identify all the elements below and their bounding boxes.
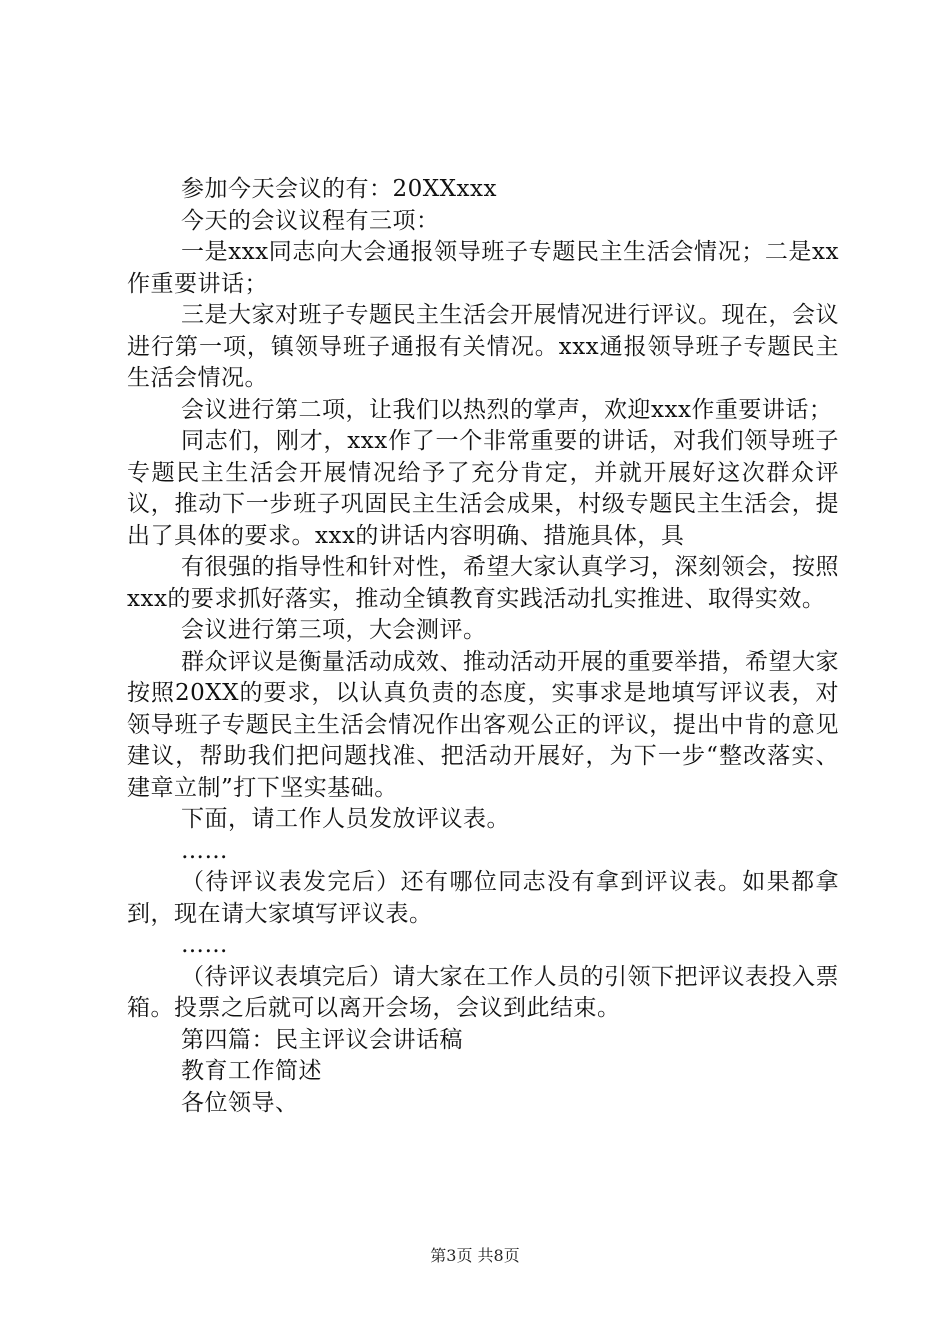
page-number-footer: 第3页 共8页 [430, 1246, 520, 1265]
paragraph-comrades: 同志们，刚才，xxx作了一个非常重要的讲话，对我们领导班子专题民主生活会开展情况给予了充分肯定，并就开展好这次群众评议，推动下一步班子巩固民主生活会成果，村级专题民主生活会，提出了具体的要求。xxx的讲话内容明确、措施具体，具 [127, 428, 839, 549]
paragraph-second-item: 会议进行第二项，让我们以热烈的掌声，欢迎xxx作重要讲话； [181, 396, 833, 423]
paragraph-attendees: 参加今天会议的有：20XXxxx [181, 176, 497, 202]
paragraph-ellipsis-1: …… [181, 837, 228, 864]
paragraph-after-distribution: （待评议表发完后）还有哪位同志没有拿到评议表。如果都拿到，现在请大家填写评议表。 [127, 869, 839, 927]
paragraph-distribute-forms: 下面，请工作人员发放评议表。 [181, 806, 510, 832]
paragraph-agenda-item-1-2: 一是xxx同志向大会通报领导班子专题民主生活会情况；二是xx作重要讲话； [127, 239, 839, 297]
paragraph-guidance: 有很强的指导性和针对性，希望大家认真学习，深刻领会，按照xxx的要求抓好落实，推动全镇教育实践活动扎实推进、取得实效。 [127, 554, 839, 612]
paragraph-education-summary: 教育工作简述 [181, 1058, 322, 1084]
paragraph-ellipsis-2: …… [181, 932, 228, 958]
paragraph-salutation: 各位领导、 [181, 1089, 299, 1116]
paragraph-after-filling: （待评议表填完后）请大家在工作人员的引领下把评议表投入票箱。投票之后就可以离开会场，会议到此结束。 [127, 963, 839, 1021]
paragraph-third-item: 会议进行第三项，大会测评。 [181, 617, 487, 643]
paragraph-section-heading: 第四篇：民主评议会讲话稿 [181, 1026, 463, 1053]
paragraph-public-review: 群众评议是衡量活动成效、推动活动开展的重要举措，希望大家按照20XX的要求，以认真负责的态度，实事求是地填写评议表，对领导班子专题民主生活会情况作出客观公正的评议，提出中肯的意见建议，帮助我们把问题找准、把活动开展好，为下一步“整改落实、建章立制”打下坚实基础。 [127, 648, 839, 801]
paragraph-agenda-item-3: 三是大家对班子专题民主生活会开展情况进行评议。现在，会议进行第一项，镇领导班子通报有关情况。xxx通报领导班子专题民主生活会情况。 [127, 302, 839, 391]
paragraph-agenda-intro: 今天的会议议程有三项： [181, 207, 440, 234]
document-body [127, 174, 839, 1119]
